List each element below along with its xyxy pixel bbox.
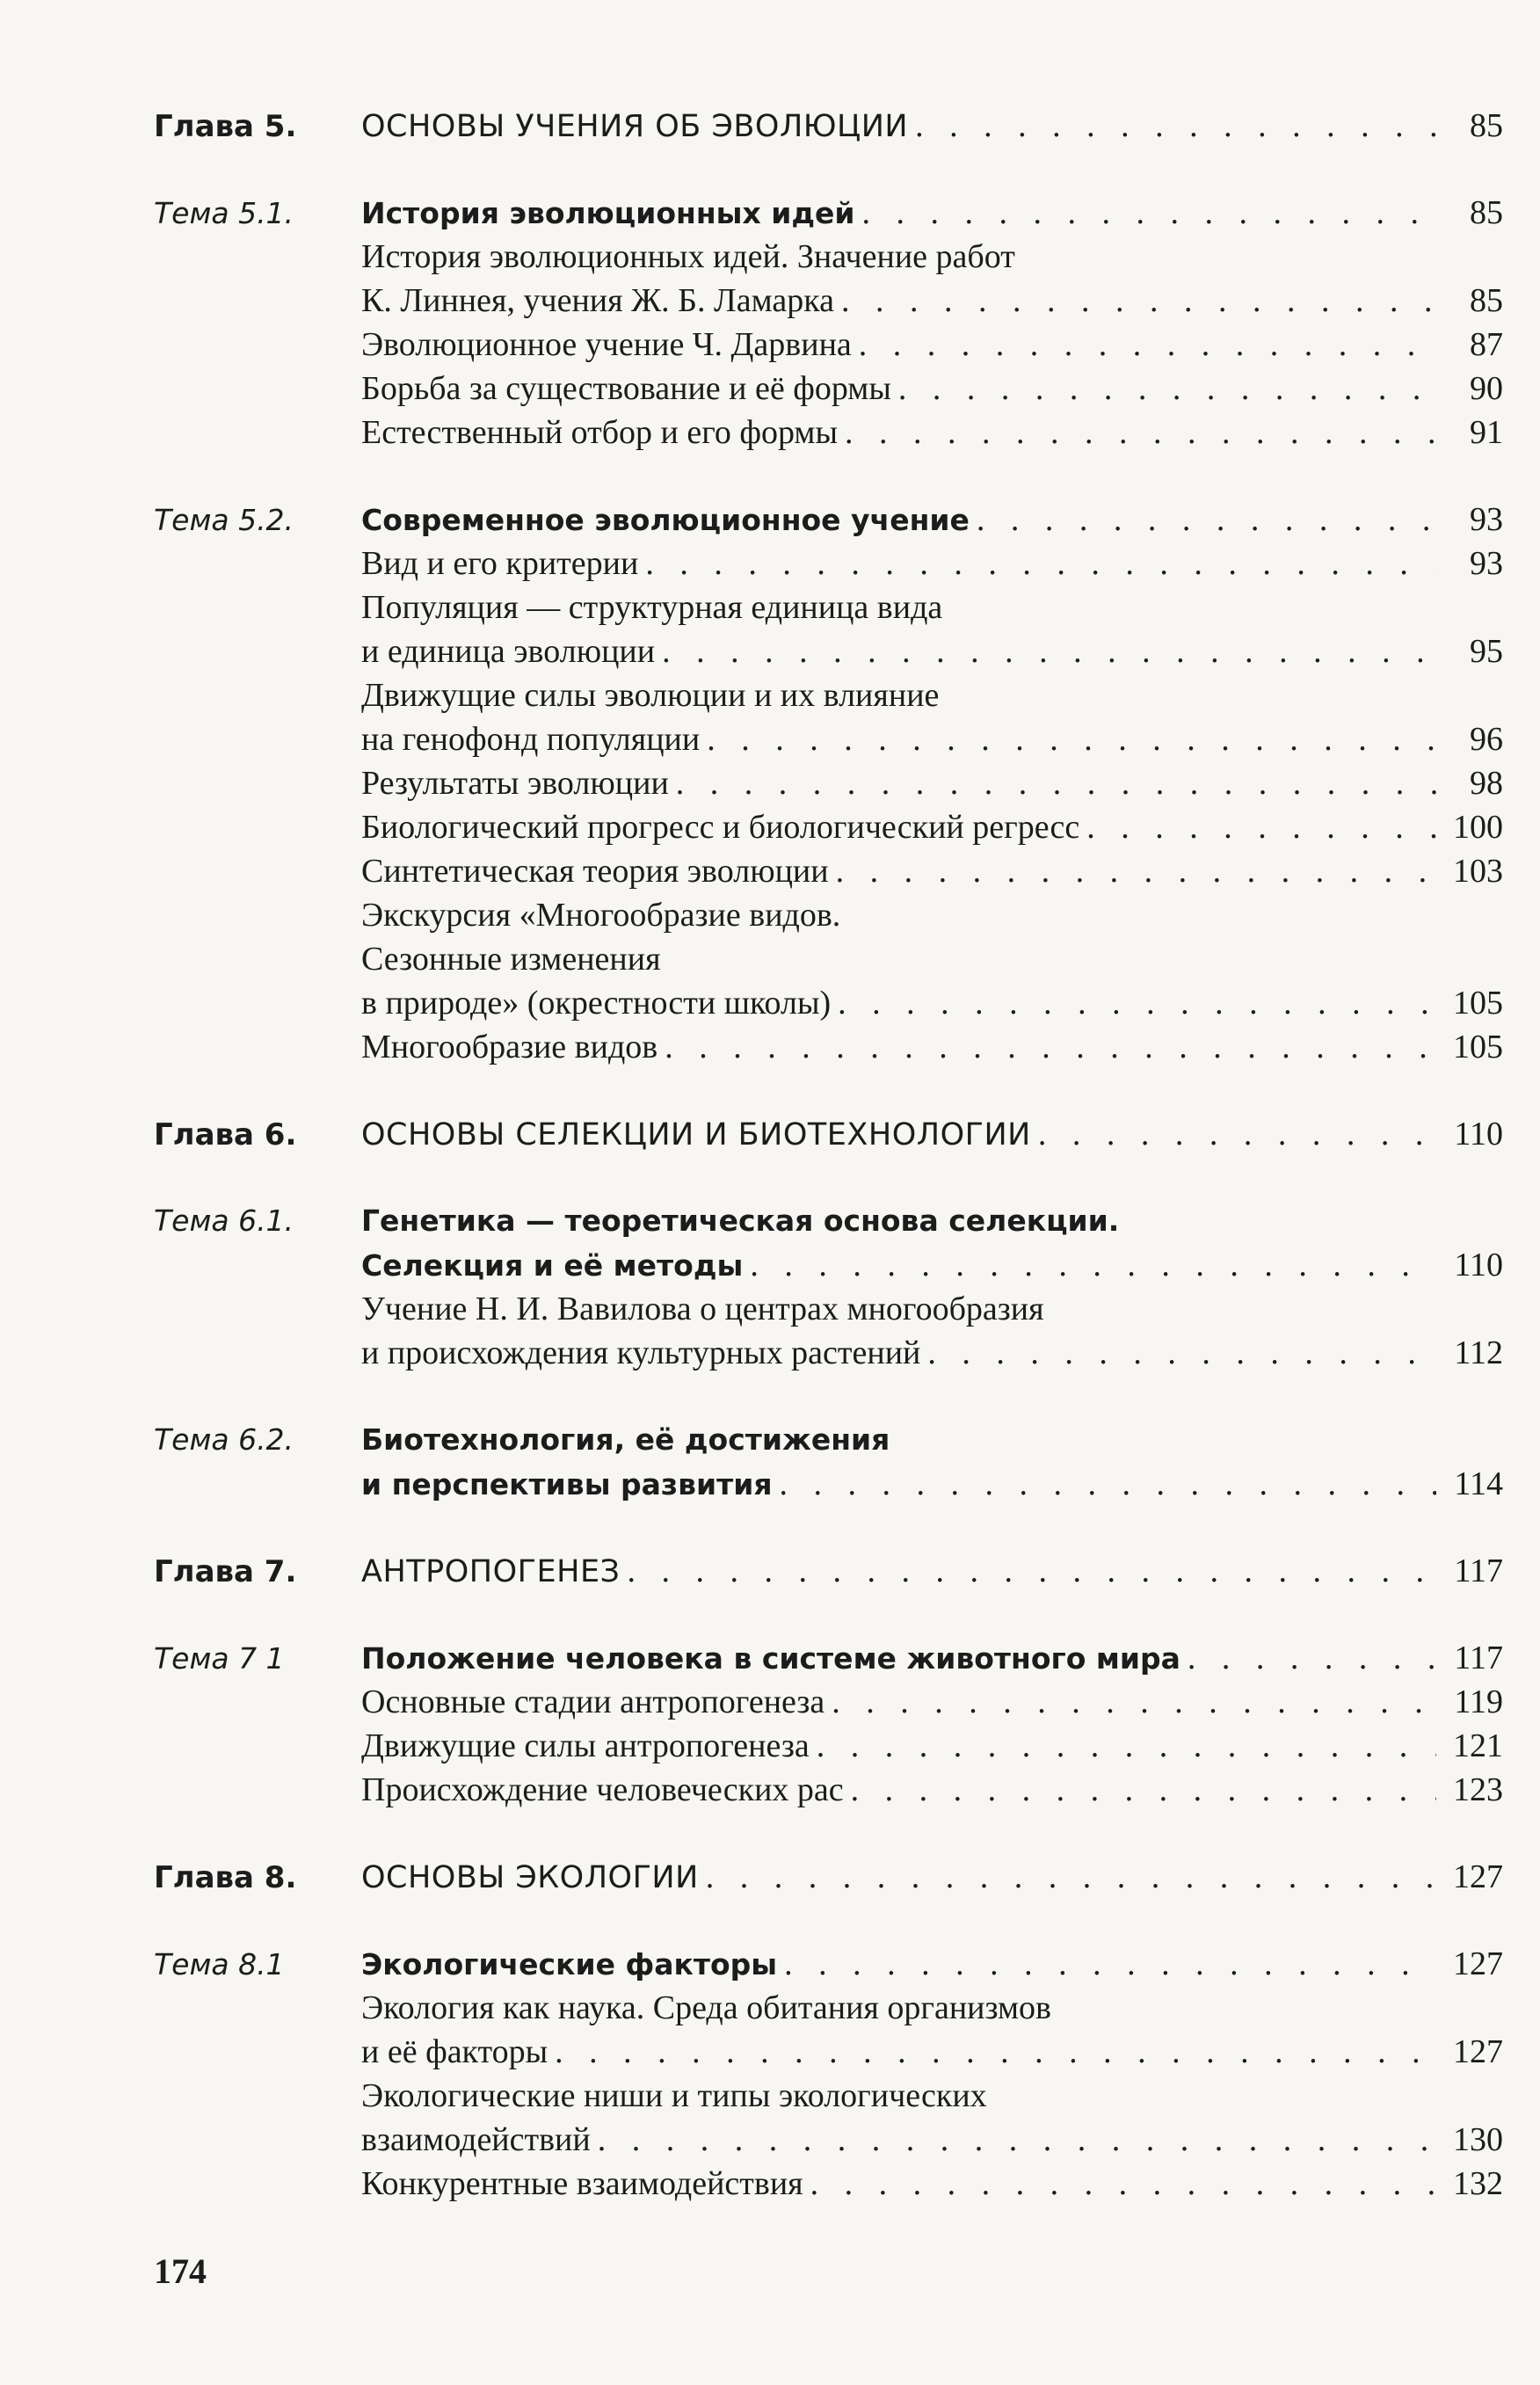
- entry-page-number: 119: [1454, 1683, 1503, 1720]
- entry-title: на генофонд популяции: [361, 721, 701, 758]
- entry-title: Экологические ниши и типы экологических: [361, 2077, 987, 2114]
- toc-entry-row: [154, 542, 1503, 585]
- topic-label: Тема 5.1.: [154, 196, 294, 230]
- entry-page-number: 127: [1453, 1858, 1503, 1895]
- toc-entry-row: [154, 367, 1503, 411]
- topic-label: Тема 7 1: [154, 1641, 285, 1676]
- entry-title: Вид и его критерии: [361, 545, 639, 582]
- entry-page-number: 105: [1453, 985, 1503, 1022]
- entry-title: Экология как наука. Среда обитания организмов: [361, 1989, 1051, 2026]
- toc-entry-row: [154, 1243, 1503, 1287]
- dot-leader: [750, 1243, 1436, 1287]
- entry-page-number: 110: [1454, 1247, 1503, 1283]
- toc-entry-row: [154, 1680, 1503, 1724]
- toc-chapter-row: [154, 1855, 1503, 1899]
- entry-title: в природе» (окрестности школы): [361, 985, 832, 1022]
- toc-entry-row: [154, 411, 1503, 454]
- dot-leader: [784, 1942, 1436, 1986]
- toc-entry-row: [154, 2118, 1503, 2162]
- dot-leader: [851, 1768, 1436, 1812]
- toc-chapter-row: [154, 1549, 1503, 1593]
- entry-title: Многообразие видов: [361, 1029, 658, 1065]
- entry-page-number: 114: [1454, 1465, 1503, 1502]
- entry-title: Экологические факторы: [361, 1947, 778, 1981]
- toc-topic-row: [154, 1942, 1503, 1986]
- dot-leader: [832, 1680, 1436, 1724]
- toc-chapter-row: [154, 104, 1503, 148]
- dot-leader: [898, 367, 1436, 411]
- toc-topic-row: [154, 1636, 1503, 1680]
- entry-page-number: 85: [1470, 194, 1503, 231]
- entry-title: Основные стадии антропогенеза: [361, 1683, 825, 1720]
- topic-label: Тема 6.2.: [154, 1422, 294, 1457]
- toc-topic-row: [154, 1199, 1503, 1243]
- entry-title: История эволюционных идей. Значение работ: [361, 238, 1015, 275]
- dot-leader: [662, 629, 1436, 673]
- chapter-label: Глава 7.: [154, 1554, 297, 1589]
- toc-entry-row: [154, 849, 1503, 893]
- entry-page-number: 110: [1454, 1116, 1503, 1153]
- dot-leader: [628, 1549, 1437, 1593]
- entry-page-number: 105: [1453, 1029, 1503, 1065]
- entry-page-number: 90: [1470, 370, 1503, 407]
- dot-leader: [1188, 1636, 1436, 1680]
- dot-leader: [838, 981, 1436, 1025]
- entry-title: Борьба за существование и её формы: [361, 370, 891, 407]
- topic-label: Тема 6.1.: [154, 1203, 294, 1238]
- toc-entry-row: [154, 1768, 1503, 1812]
- entry-title: и её факторы: [361, 2033, 548, 2070]
- entry-title: Биотехнология, её достижения: [361, 1422, 890, 1457]
- entry-page-number: 85: [1470, 107, 1503, 144]
- toc-entry-row: [154, 981, 1503, 1025]
- dot-leader: [836, 849, 1436, 893]
- dot-leader: [706, 1855, 1436, 1899]
- entry-title: Селекция и её методы: [361, 1248, 744, 1283]
- entry-title: ОСНОВЫ СЕЛЕКЦИИ И БИОТЕХНОЛОГИИ: [361, 1117, 1031, 1153]
- toc-entry-row: [154, 2030, 1503, 2074]
- chapter-label: Глава 6.: [154, 1117, 297, 1153]
- entry-page-number: 121: [1453, 1727, 1503, 1764]
- toc-topic-row: [154, 498, 1503, 542]
- entry-page-number: 112: [1454, 1334, 1503, 1371]
- toc-entry-row: [154, 673, 1503, 717]
- toc-entry-row: [154, 717, 1503, 761]
- toc-entry-row: [154, 1331, 1503, 1375]
- toc-entry-row: [154, 805, 1503, 849]
- dot-leader: [927, 1331, 1436, 1375]
- entry-page-number: 117: [1454, 1640, 1503, 1676]
- page-number: 174: [154, 2251, 207, 2291]
- entry-title: и перспективы развития: [361, 1467, 773, 1502]
- table-of-contents: [154, 104, 1503, 2206]
- entry-page-number: 127: [1453, 2033, 1503, 2070]
- toc-topic-row: [154, 191, 1503, 235]
- entry-title: взаимодействий: [361, 2121, 591, 2158]
- toc-entry-row: [154, 1025, 1503, 1069]
- entry-title: ОСНОВЫ ЭКОЛОГИИ: [361, 1860, 699, 1895]
- dot-leader: [665, 1025, 1436, 1069]
- entry-title: Учение Н. И. Вавилова о центрах многообразия: [361, 1291, 1044, 1327]
- topic-label: Тема 5.2.: [154, 503, 294, 537]
- dot-leader: [676, 761, 1436, 805]
- dot-leader: [817, 1724, 1436, 1768]
- entry-title: Конкурентные взаимодействия: [361, 2165, 803, 2202]
- toc-entry-row: [154, 1724, 1503, 1768]
- entry-page-number: 100: [1453, 809, 1503, 846]
- entry-title: Современное эволюционное учение: [361, 503, 970, 537]
- dot-leader: [1038, 1112, 1436, 1156]
- toc-entry-row: [154, 585, 1503, 629]
- dot-leader: [645, 542, 1436, 585]
- toc-entry-row: [154, 937, 1503, 981]
- chapter-label: Глава 8.: [154, 1860, 297, 1895]
- toc-entry-row: [154, 1287, 1503, 1331]
- chapter-label: Глава 5.: [154, 109, 297, 144]
- entry-page-number: 87: [1470, 326, 1503, 363]
- toc-entry-row: [154, 893, 1503, 937]
- entry-title: Синтетическая теория эволюции: [361, 853, 829, 890]
- dot-leader: [845, 411, 1436, 454]
- entry-title: Сезонные изменения: [361, 941, 661, 978]
- entry-title: и происхождения культурных растений: [361, 1334, 921, 1371]
- entry-page-number: 132: [1453, 2165, 1503, 2202]
- entry-title: Положение человека в системе животного мира: [361, 1641, 1180, 1676]
- entry-page-number: 130: [1453, 2121, 1503, 2158]
- entry-title: Движущие силы эволюции и их влияние: [361, 677, 940, 714]
- entry-title: Результаты эволюции: [361, 765, 669, 802]
- toc-entry-row: [154, 2074, 1503, 2118]
- entry-title: ОСНОВЫ УЧЕНИЯ ОБ ЭВОЛЮЦИИ: [361, 109, 909, 144]
- entry-title: и единица эволюции: [361, 633, 656, 670]
- entry-title: АНТРОПОГЕНЕЗ: [361, 1554, 621, 1589]
- entry-page-number: 93: [1470, 545, 1503, 582]
- entry-title: К. Линнея, учения Ж. Б. Ламарка: [361, 282, 835, 319]
- entry-title: Экскурсия «Многообразие видов.: [361, 897, 841, 934]
- entry-title: История эволюционных идей: [361, 196, 855, 230]
- dot-leader: [841, 279, 1436, 323]
- entry-page-number: 127: [1453, 1945, 1503, 1982]
- dot-leader: [555, 2030, 1436, 2074]
- entry-title: Биологический прогресс и биологический регресс: [361, 809, 1080, 846]
- entry-page-number: 98: [1470, 765, 1503, 802]
- toc-entry-row: [154, 2162, 1503, 2206]
- entry-title: Происхождение человеческих рас: [361, 1771, 844, 1808]
- entry-title: Естественный отбор и его формы: [361, 414, 839, 451]
- entry-page-number: 91: [1470, 414, 1503, 451]
- toc-entry-row: [154, 629, 1503, 673]
- entry-page-number: 85: [1470, 282, 1503, 319]
- dot-leader: [707, 717, 1436, 761]
- entry-page-number: 96: [1470, 721, 1503, 758]
- toc-entry-row: [154, 1986, 1503, 2030]
- entry-page-number: 93: [1470, 501, 1503, 538]
- toc-entry-row: [154, 323, 1503, 367]
- dot-leader: [915, 104, 1436, 148]
- entry-page-number: 95: [1470, 633, 1503, 670]
- entry-page-number: 123: [1453, 1771, 1503, 1808]
- dot-leader: [977, 498, 1436, 542]
- entry-title: Популяция — структурная единица вида: [361, 589, 943, 626]
- dot-leader: [859, 323, 1436, 367]
- dot-leader: [810, 2162, 1436, 2206]
- entry-page-number: 103: [1453, 853, 1503, 890]
- dot-leader: [780, 1462, 1436, 1506]
- entry-page-number: 117: [1454, 1552, 1503, 1589]
- toc-entry-row: [154, 235, 1503, 279]
- topic-label: Тема 8.1: [154, 1947, 285, 1981]
- toc-entry-row: [154, 761, 1503, 805]
- entry-title: Генетика — теоретическая основа селекции.: [361, 1203, 1120, 1238]
- entry-title: Движущие силы антропогенеза: [361, 1727, 810, 1764]
- entry-title: Эволюционное учение Ч. Дарвина: [361, 326, 852, 363]
- toc-topic-row: [154, 1418, 1503, 1462]
- toc-entry-row: [154, 279, 1503, 323]
- toc-entry-row: [154, 1462, 1503, 1506]
- dot-leader: [598, 2118, 1436, 2162]
- dot-leader: [862, 191, 1436, 235]
- dot-leader: [1086, 805, 1436, 849]
- toc-chapter-row: [154, 1112, 1503, 1156]
